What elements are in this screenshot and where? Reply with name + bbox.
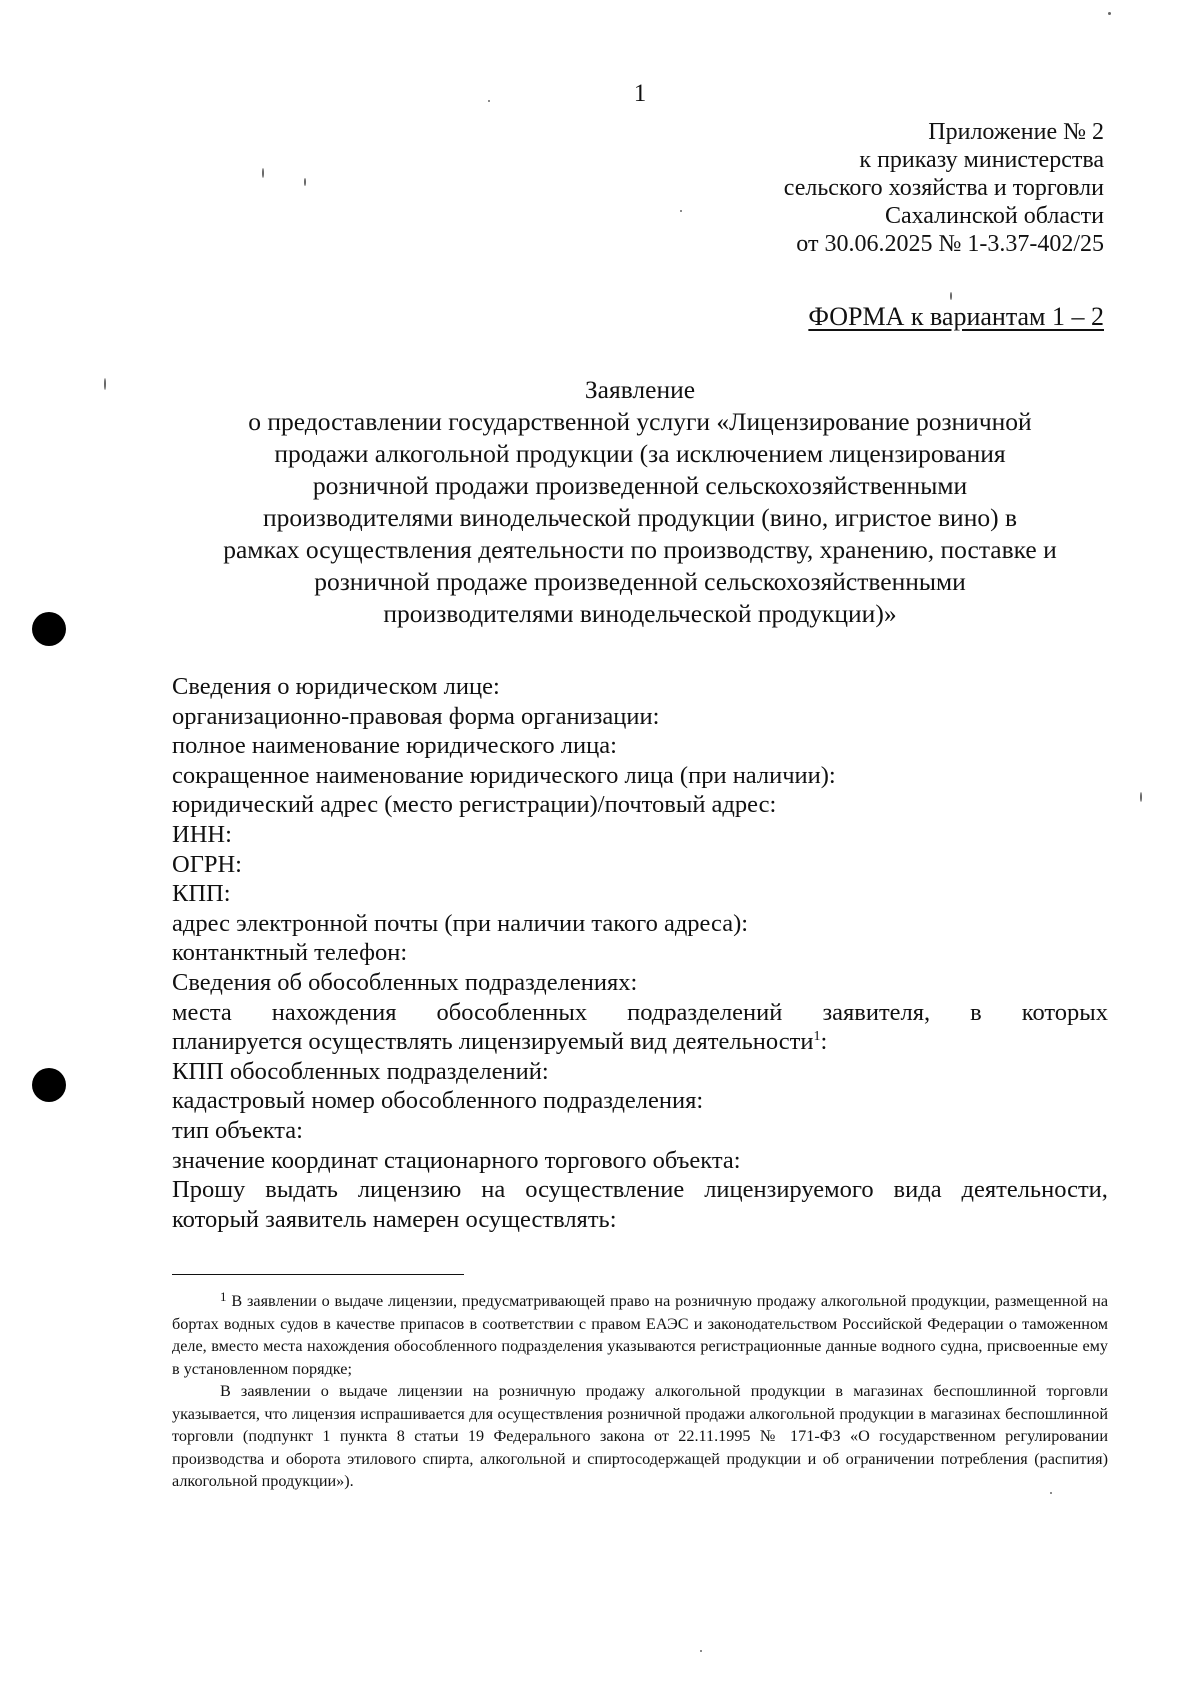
word: которых [1021,998,1108,1026]
scan-speck [1108,12,1111,15]
title-line: производителями винодельческой продукции (вино, игристое вино) в [263,503,1017,532]
scan-speck [488,100,490,102]
scan-speck [104,378,106,390]
cadastral-number-field: кадастровый номер обособленного подразделения: [172,1087,704,1115]
footnote-text: В заявлении о выдаче лицензии на розничную продажу алкогольной продукции в магазинах беспошлинной торговли указывается, что лицензия испрашивается для осуществления розничной продажи алкогольной продукции в магазинах беспошлинной торговли (подпункт 1 пункта 8 статьи 19 Федерального закона от 22.11.1995 № 171-ФЗ «О государственном регулировании производства и оборота этилового спирта, алкогольной и спиртосодержащей продукции и об ограничении потребления (распития) алкогольной продукции»). [172,1382,1108,1490]
scan-speck [700,1650,702,1652]
word: деятельности, [961,1176,1108,1204]
ogrn-field: ОГРН: [172,850,242,878]
word: места [172,998,232,1026]
page-number: 1 [633,80,647,107]
appendix-line: от 30.06.2025 № 1-3.37-402/25 [796,231,1104,257]
word: осуществление [525,1176,685,1204]
title-line: розничной продаже произведенной сельскохозяйственными [314,567,966,596]
title-line: розничной продажи произведенной сельскохозяйственными [312,471,968,500]
appendix-line: к приказу министерства [859,147,1104,173]
word: нахождения [271,998,397,1026]
word: лицензию [357,1176,462,1204]
short-name-field: сокращенное наименование юридического лица (при наличии): [172,761,836,789]
footnote-reference: 1 [813,1029,821,1045]
license-request-continuation: который заявитель намерен осуществлять: [172,1205,617,1233]
footnote-paragraph [172,1380,1108,1493]
footnote-separator [172,1274,464,1275]
branch-locations-text: планируется осуществлять лицензируемый вид деятельности [172,1028,814,1056]
footnote-paragraph [172,1290,1108,1380]
appendix-reference [584,118,1104,258]
appendix-line: Приложение № 2 [928,119,1104,145]
word: заявителя, [822,998,931,1026]
title-line: продажи алкогольной продукции (за исключением лицензирования [274,439,1006,468]
inn-field: ИНН: [172,820,232,848]
email-field: адрес электронной почты (при наличии такого адреса): [172,909,749,937]
word: в [970,998,982,1026]
title-heading: Заявление [584,375,696,404]
legal-entity-header: Сведения о юридическом лице: [172,673,500,700]
org-form-field: организационно-правовая форма организации: [172,702,660,730]
appendix-line: Сахалинской области [884,203,1104,229]
phone-field: контанктный телефон: [172,939,408,967]
scan-speck [950,292,952,300]
form-variant-label: ФОРМА к вариантам 1 – 2 [808,302,1104,331]
title-line: рамках осуществления деятельности по производству, хранению, поставке и [223,535,1057,564]
appendix-line: сельского хозяйства и торговли [783,175,1104,201]
word: лицензируемого [704,1176,874,1204]
word: выдать [265,1176,338,1204]
full-name-field: полное наименование юридического лица: [172,732,617,760]
word: на [481,1176,506,1204]
word: Прошу [172,1176,246,1204]
word: обособленных [436,998,588,1026]
legal-address-field: юридический адрес (место регистрации)/почтовый адрес: [172,791,777,819]
coordinates-field: значение координат стационарного торгового объекта: [172,1146,741,1174]
title-line: производителями винодельческой продукции)» [383,599,897,628]
branch-locations-continuation [172,1027,1108,1057]
colon: : [820,1028,828,1056]
license-request [172,1175,1108,1205]
word: подразделений [627,998,783,1026]
punch-hole-top [32,612,66,646]
scan-speck [1140,792,1142,802]
footnote-marker: 1 [220,1289,227,1304]
footnote [172,1290,1108,1493]
word: вида [893,1176,942,1204]
application-fields [172,672,1108,1234]
kpp-field: КПП: [172,880,231,908]
application-title [160,374,1120,630]
branch-locations-field [172,998,1108,1028]
branches-header: Сведения об обособленных подразделениях: [172,968,638,996]
scan-speck [304,178,306,186]
branches-kpp-field: КПП обособленных подразделений: [172,1057,549,1085]
scan-speck [262,168,264,178]
title-line: о предоставлении государственной услуги «Лицензирование розничной [248,407,1032,436]
object-type-field: тип объекта: [172,1116,303,1144]
punch-hole-bottom [32,1068,66,1102]
footnote-text: В заявлении о выдаче лицензии, предусматривающей право на розничную продажу алкогольной продукции, размещенной на бортах водных судов в качестве припасов в соответствии с правом ЕАЭС и законодательством Российской Федерации о таможенном деле, вместо места нахождения обособленного подразделения указываются регистрационные данные водного судна, присвоенные ему в установленном порядке; [172,1292,1109,1378]
